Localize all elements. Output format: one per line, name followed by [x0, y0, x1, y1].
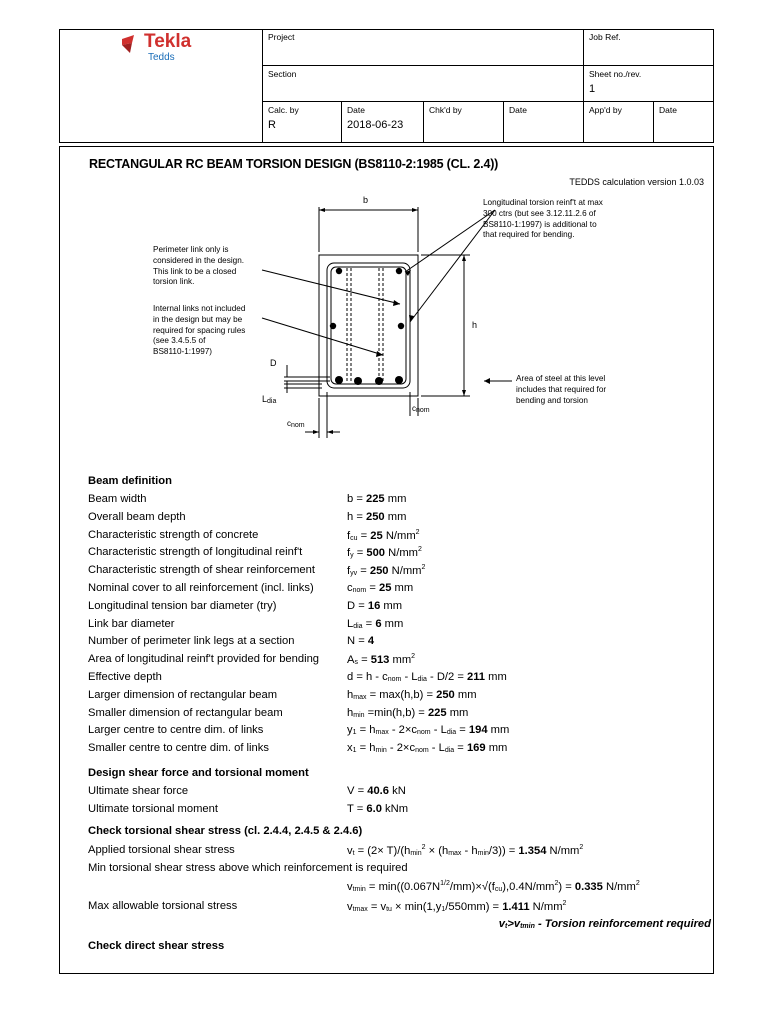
applied-torsion-label: Applied torsional shear stress	[88, 844, 235, 856]
direct-shear-heading: Check direct shear stress	[88, 940, 225, 952]
calcby-label: Calc. by	[268, 105, 299, 115]
beam-row-value: $f_{cu} = 25$ $N/mm^2$	[347, 528, 420, 542]
beam-row-label: Smaller dimension of rectangular beam	[88, 706, 283, 719]
beam-row-label: Nominal cover to all reinforcement (incl. links)	[88, 582, 314, 594]
note-area-line: includes that required for	[516, 384, 607, 394]
appd-label: App'd by	[589, 105, 622, 115]
beam-row-label: Link bar diameter	[88, 617, 175, 630]
logo-brand: Tekla	[144, 31, 192, 52]
force-row-value: V = 40.6 kN	[347, 785, 406, 797]
note-internal-line: Internal links not included	[153, 304, 246, 313]
note-internal-line: required for spacing rules	[153, 325, 246, 335]
dim-b-label: b	[363, 195, 369, 205]
document-title: RECTANGULAR RC BEAM TORSION DESIGN (BS8110-2:1985 (CL. 2.4))	[89, 157, 499, 171]
beam-row-label: Smaller centre to centre dim. of links	[88, 742, 269, 755]
dim-cnom-right-label	[412, 404, 430, 414]
beam-row-label: Longitudinal tension bar diameter (try)	[88, 599, 277, 612]
dim-cnom-left-text: c	[287, 419, 291, 428]
note-longitudinal-line: 300 ctrs (but see 3.12.11.2.6 of	[483, 208, 596, 218]
date2-label: Date	[509, 105, 527, 115]
note-perimeter-line: This link to be a closed	[153, 266, 237, 276]
calcby-value: R	[268, 119, 276, 131]
beam-row-value: $h_{min} =\min(h,b) = 225$ mm	[347, 706, 469, 719]
note-perimeter-line: Perimeter link only is	[153, 245, 229, 254]
min-torsion-value: 0.335	[574, 881, 603, 893]
dim-cnom-right-sub: nom	[416, 407, 430, 414]
sheet-value: 1	[589, 83, 596, 95]
beam-row-value: $d = h - c_{nom} - L_{dia} - D/2 = 211$ mm	[347, 671, 507, 683]
date1-label: Date	[347, 105, 365, 115]
beam-row-label: Characteristic strength of concrete	[88, 528, 259, 541]
beam-row-label: Overall beam depth	[88, 510, 186, 523]
beam-row-value: $x_1 = h_{min} - 2\times c_{nom} - L_{dia} = 169$ mm	[347, 742, 508, 755]
beam-row-value: D = 16 mm	[347, 599, 403, 612]
max-torsion-label: Max allowable torsional stress	[88, 900, 238, 912]
applied-torsion-formula: $v_t = (2\times T)/(h_{min}^2 \times (h_{max} - h_{min}/3)) = 1.354$ $N/mm^2$	[347, 844, 584, 857]
note-area-line: bending and torsion	[516, 395, 588, 405]
torsion-result: $v_t>v_{tmin}$ - Torsion reinforcement required	[498, 918, 711, 930]
dim-cnom-left-sub: nom	[291, 422, 305, 429]
force-row-label: Ultimate torsional moment	[88, 802, 218, 815]
max-torsion-value: 1.411	[502, 901, 530, 913]
note-perimeter-line: torsion link.	[153, 277, 195, 287]
note-internal-line: (see 3.4.5.5 of	[153, 336, 206, 346]
beam-row-label: Number of perimeter link legs at a section	[88, 635, 295, 648]
beam-row-label: Area of longitudinal reinf't provided for bending	[88, 653, 320, 666]
note-longitudinal-line: BS8110-1:1997) is additional to	[483, 219, 597, 229]
dim-ldia-label	[262, 394, 276, 405]
logo-product: Tedds	[148, 52, 175, 63]
note-perimeter-link	[153, 245, 244, 288]
dim-h-label: h	[472, 320, 478, 330]
applied-torsion-value: 1.354	[518, 845, 547, 857]
note-internal-links	[153, 304, 245, 358]
beam-row-label: Effective depth	[88, 671, 162, 683]
chkd-label: Chk'd by	[429, 105, 462, 115]
note-area-line: Area of steel at this level	[516, 374, 606, 383]
beam-row-value: N = 4	[347, 635, 375, 648]
force-row-label: Ultimate shear force	[88, 785, 189, 797]
note-perimeter-line: considered in the design.	[153, 255, 245, 265]
beam-row-value: $L_{dia} = 6$ mm	[347, 617, 404, 630]
beam-row-value: $c_{nom} = 25$ mm	[347, 582, 414, 594]
torsion-result-text: - Torsion reinforcement required	[537, 918, 711, 930]
beam-row-value: $A_s = 513$ $mm^2$	[347, 653, 416, 667]
beam-row-label: Larger dimension of rectangular beam	[88, 688, 278, 701]
date3-label: Date	[659, 105, 677, 115]
beam-row-value: $f_y = 500$ $N/mm^2$	[347, 546, 422, 560]
force-row-value: T = 6.0 kNm	[347, 802, 409, 815]
beam-row-value: $y_1 = h_{max} - 2\times c_{nom} - L_{dia} = 194$ mm	[347, 724, 510, 737]
torsional-check-heading: Check torsional shear stress (cl. 2.4.4, 2.4.5 & 2.4.6)	[88, 825, 363, 837]
beam-row-value: h = 250 mm	[347, 510, 407, 523]
dim-ldia-text: L	[262, 394, 268, 404]
beam-section-diagram	[0, 0, 768, 460]
max-torsion-formula: $v_{tmax} = v_{tu} \times \min(1,y_1/550mm) = 1.411$ $N/mm^2$	[347, 900, 567, 913]
min-torsion-formula: $v_{tmin} = \min((0.067N^{1/2}/mm)\times√(f_{cu}),0.4N/mm^2) = 0.335$ $N/mm^2$	[347, 880, 640, 893]
beam-row-value: $f_{yv} = 250$ $N/mm^2$	[347, 564, 426, 578]
note-longitudinal-line: Longitudinal torsion reinf't at max	[483, 198, 603, 207]
beam-definition-heading: Beam definition	[88, 475, 172, 487]
note-longitudinal	[483, 198, 603, 241]
dim-cnom-right-text: c	[412, 404, 416, 413]
beam-row-label: Characteristic strength of longitudinal reinf't	[88, 546, 303, 559]
note-internal-line: BS8110-1:1997)	[153, 347, 213, 357]
note-area-steel	[516, 374, 606, 406]
min-torsion-label: Min torsional shear stress above which reinforcement is required	[88, 862, 408, 874]
beam-row-value: $h_{max} = \max(h,b) = 250$ mm	[347, 688, 477, 701]
beam-row-label: Beam width	[88, 493, 147, 505]
date1-value: 2018-06-23	[347, 119, 404, 131]
design-forces-heading: Design shear force and torsional moment	[88, 767, 309, 779]
section-label: Section	[268, 69, 297, 79]
sheet-label: Sheet no./rev.	[589, 69, 642, 79]
beam-row-label: Characteristic strength of shear reinforcement	[88, 564, 315, 577]
dim-ldia-sub: dia	[267, 398, 277, 405]
note-internal-line: in the design but may be	[153, 314, 243, 324]
project-label: Project	[268, 32, 295, 42]
note-longitudinal-line: that required for bending.	[483, 230, 575, 240]
version-text: TEDDS calculation version 1.0.03	[569, 177, 704, 187]
dim-D-label: D	[270, 358, 277, 368]
dim-cnom-left-label	[287, 419, 305, 429]
beam-row-value: b = 225 mm	[347, 493, 407, 505]
beam-row-label: Larger centre to centre dim. of links	[88, 724, 264, 737]
jobref-label: Job Ref.	[589, 32, 621, 42]
